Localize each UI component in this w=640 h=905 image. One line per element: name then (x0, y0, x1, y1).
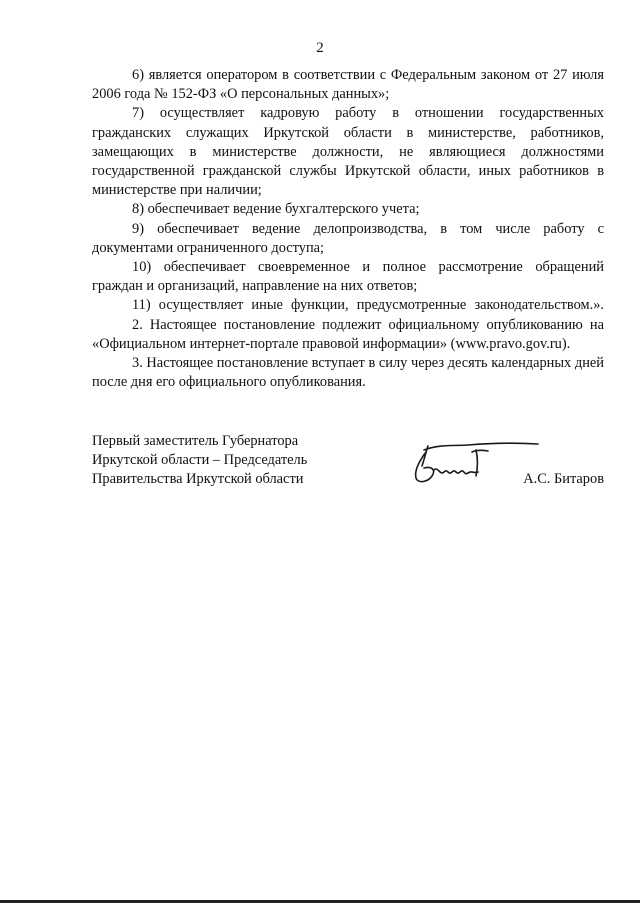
paragraph-publication: 2. Настоящее постановление подлежит официальному опубликованию на «Официальном интернет-портале правовой информации» (www.pravo.gov.ru). (92, 316, 604, 352)
signature-block (92, 432, 604, 492)
paragraph-item-10: 10) обеспечивает своевременное и полное рассмотрение обращений граждан и организаций, направление на них ответов; (92, 259, 604, 295)
paragraph-item-6: 6) является оператором в соответствии с Федеральным законом от 27 июля 2006 года № 152-ФЗ «О персональных данных»; (92, 67, 604, 103)
document-body (92, 66, 604, 392)
paragraph-item-11: 11) осуществляет иные функции, предусмотренные законодательством.». (132, 297, 604, 314)
page-number: 2 (316, 40, 324, 56)
page-bottom-edge (0, 900, 640, 903)
signer-title-line: Правительства Иркутской области (92, 471, 304, 488)
paragraph-item-9: 9) обеспечивает ведение делопроизводства, в том числе работу с документами ограниченного доступа; (92, 220, 604, 256)
signer-title-line: Иркутской области – Председатель (92, 452, 308, 469)
paragraph-item-8: 8) обеспечивает ведение бухгалтерского учета; (132, 201, 420, 218)
signer-name: А.С. Битаров (523, 471, 604, 487)
paragraph-item-7: 7) осуществляет кадровую работу в отношении государственных гражданских служащих Иркутской области в министерстве, работников, замещающих в министерстве должности, не являющиеся должностями государственной гражданской службы Иркутской области, иных работников в министерстве при наличии; (92, 105, 604, 199)
paragraph-entry-into-force: 3. Настоящее постановление вступает в силу через десять календарных дней после дня его официального опубликования. (92, 355, 604, 391)
handwritten-signature (406, 436, 542, 488)
signer-title-line: Первый заместитель Губернатора (92, 433, 299, 449)
signer-title (92, 432, 307, 490)
